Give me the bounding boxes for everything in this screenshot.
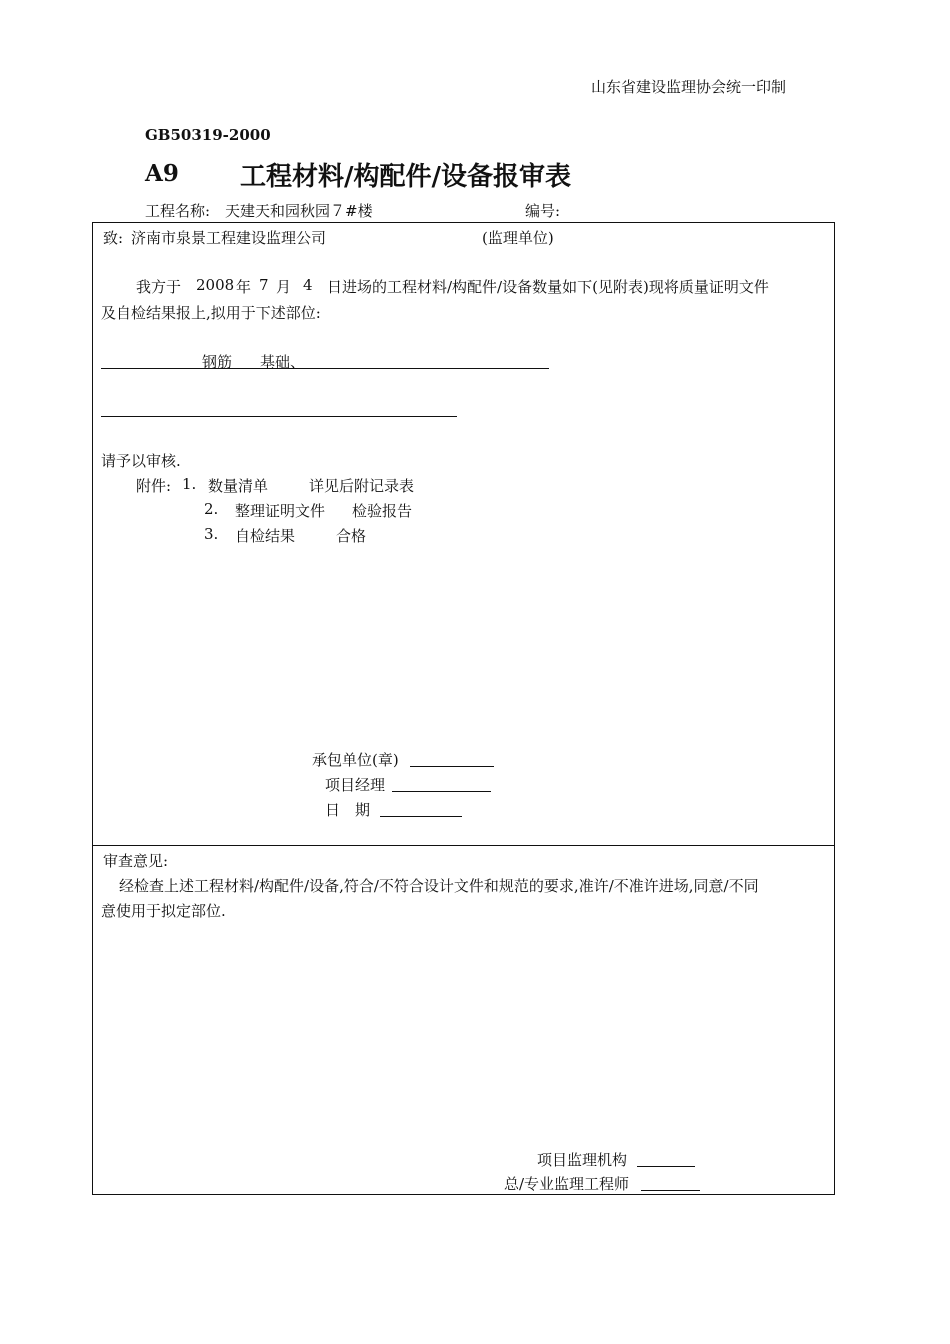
engineer-label: 总/专业监理工程师 [504,1175,630,1193]
contractor-label: 承包单位(章) [312,751,399,769]
form-title: 工程材料/构配件/设备报审表 [240,162,571,192]
supervision-org-line [637,1166,695,1167]
date-label: 日 期 [325,801,371,819]
intro-line2: 及自检结果报上,拟用于下述部位: [101,304,321,322]
location-underline-1 [101,368,549,369]
contractor-signature-line [410,766,494,767]
review-label: 审查意见: [103,852,169,870]
attachments-label: 附件: [136,477,172,495]
intro-year-unit: 年 [236,278,252,296]
review-section [92,845,835,1195]
project-number-label: 编号: [525,202,561,220]
attachment-1-value: 详见后附记录表 [309,477,415,495]
location-item-2: 基础、 [260,353,306,371]
project-name-label: 工程名称: [145,202,211,220]
attachment-1-item: 数量清单 [208,477,269,495]
intro-month-unit: 月 [276,278,292,296]
intro-prefix: 我方于 [136,278,182,296]
manager-label: 项目经理 [325,776,386,794]
publisher-note: 山东省建设监理协会统一印制 [591,78,787,96]
project-name-value: 天建天和园秋园７#楼 [225,202,373,220]
review-text-line1: 经检查上述工程材料/构配件/设备,符合/不符合设计文件和规范的要求,准许/不准许进场,同意/不同 [119,877,759,895]
date-line [380,816,462,817]
location-underline-2 [101,416,457,417]
attachment-3-item: 自检结果 [235,527,296,545]
to-label: 致: [103,229,124,247]
form-code: A9 [145,160,179,187]
attachment-3-value: 合格 [336,527,367,545]
attachment-3-num: 3. [204,525,219,543]
request-text: 请予以审核. [101,452,181,470]
intro-suffix: 日进场的工程材料/构配件/设备数量如下(见附表)现将质量证明文件 [327,278,769,296]
intro-month: 7 [259,276,269,294]
engineer-signature-line [641,1190,700,1191]
manager-signature-line [392,791,491,792]
attachment-1-num: 1. [182,475,197,493]
attachment-2-value: 检验报告 [352,502,413,520]
intro-day: 4 [303,276,313,294]
location-item-1: 钢筋 [202,353,233,371]
to-value: 济南市泉景工程建设监理公司 [131,229,327,247]
supervision-org-label: 项目监理机构 [537,1151,628,1169]
attachment-2-num: 2. [204,500,219,518]
intro-year: 2008 [196,276,235,294]
to-unit: (监理单位) [482,229,554,247]
review-text-line2: 意使用于拟定部位. [101,902,226,920]
attachment-2-item: 整理证明文件 [235,502,326,520]
standard-code: GB50319-2000 [145,126,271,144]
